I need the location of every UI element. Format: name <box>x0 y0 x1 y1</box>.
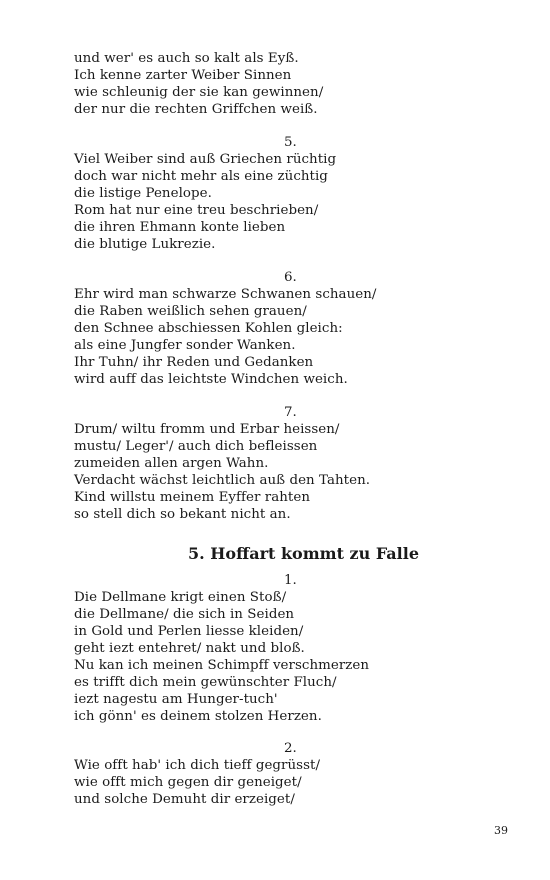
stanza-number: 7. <box>284 405 297 420</box>
verse-line: Ehr wird man schwarze Schwanen schauen/ <box>74 287 377 302</box>
verse-line: die Dellmane/ die sich in Seiden <box>74 607 295 622</box>
stanza-number: 6. <box>284 270 297 285</box>
verse-line: Ihr Tuhn/ ihr Reden und Gedanken <box>74 355 314 370</box>
stanza-number: 1. <box>284 573 297 588</box>
verse-line: mustu/ Leger'/ auch dich befleissen <box>74 439 318 454</box>
verse-line: und wer' es auch so kalt als Eyß. <box>74 51 299 66</box>
verse-line: iezt nagestu am Hunger-tuch' <box>74 692 278 707</box>
verse-line: die blutige Lukrezie. <box>74 237 216 252</box>
verse-line: wie schleunig der sie kan gewinnen/ <box>74 85 324 100</box>
poem-title: 5. Hoffart kommt zu Falle <box>188 544 420 563</box>
verse-line: so stell dich so bekant nicht an. <box>74 507 291 522</box>
verse-line: die Raben weißlich sehen grauen/ <box>74 304 307 319</box>
stanza-number: 5. <box>284 135 297 150</box>
verse-line: Kind willstu meinem Eyffer rahten <box>74 490 311 505</box>
verse-line: und solche Demuht dir erzeiget/ <box>74 792 295 807</box>
verse-line: in Gold und Perlen liesse kleiden/ <box>74 624 304 639</box>
verse-line: es trifft dich mein gewünschter Fluch/ <box>74 675 337 690</box>
verse-line: Nu kan ich meinen Schimpff verschmerzen <box>74 658 370 673</box>
verse-line: Wie offt hab' ich dich tieff gegrüsst/ <box>74 758 321 773</box>
verse-line: der nur die rechten Griffchen weiß. <box>74 102 318 117</box>
verse-line: wie offt mich gegen dir geneiget/ <box>74 775 302 790</box>
verse-line: doch war nicht mehr als eine züchtig <box>74 169 328 184</box>
verse-line: Die Dellmane krigt einen Stoß/ <box>74 590 287 605</box>
verse-line: zumeiden allen argen Wahn. <box>74 456 269 471</box>
stanza-number: 2. <box>284 741 297 756</box>
verse-line: den Schnee abschiessen Kohlen gleich: <box>74 321 343 336</box>
verse-line: als eine Jungfer sonder Wanken. <box>74 338 296 353</box>
verse-line: die ihren Ehmann konte lieben <box>74 220 286 235</box>
verse-line: die listige Penelope. <box>74 186 212 201</box>
verse-line: Verdacht wächst leichtlich auß den Tahten. <box>74 473 371 488</box>
verse-line: Rom hat nur eine treu beschrieben/ <box>74 203 319 218</box>
verse-line: geht iezt entehret/ nakt und bloß. <box>74 641 305 656</box>
verse-line: Drum/ wiltu fromm und Erbar heissen/ <box>74 422 340 437</box>
verse-line: Viel Weiber sind auß Griechen rüchtig <box>74 152 337 167</box>
verse-line: wird auff das leichtste Windchen weich. <box>74 372 348 387</box>
verse-line: ich gönn' es deinem stolzen Herzen. <box>74 709 322 724</box>
verse-line: Ich kenne zarter Weiber Sinnen <box>74 68 292 83</box>
page-number: 39 <box>494 824 508 837</box>
